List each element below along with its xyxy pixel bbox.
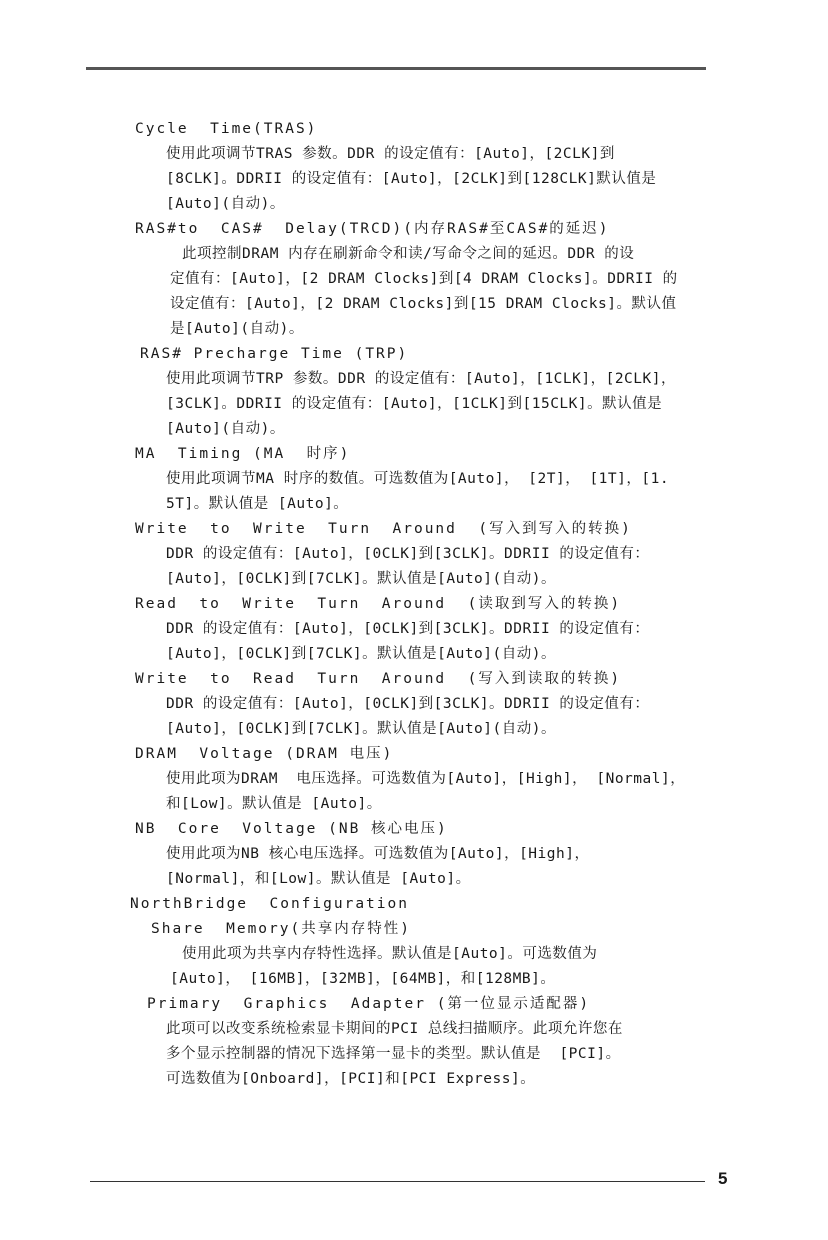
share-memory-body-line: 使用此项为共享内存特性选择。默认值是[Auto]。可选数值为 [182,946,598,962]
share-memory-body-line: [Auto]， [16MB]，[32MB]，[64MB]，和[128MB]。 [170,971,556,987]
trcd-body-line: 定值有：[Auto]，[2 DRAM Clocks]到[4 DRAM Clocks]。DDRII 的 [170,271,678,287]
ma-timing-body-line: 5T]。默认值是 [Auto]。 [166,496,349,512]
section-title-trcd: RAS#to CAS# Delay(TRCD)(内存RAS#至CAS#的延迟) [135,221,610,237]
section-title-write-to-read: Write to Read Turn Around (写入到读取的转换) [135,671,622,687]
section-title-primary-graphics: Primary Graphics Adapter (第一位显示适配器) [147,996,591,1012]
trcd-body-line: 此项控制DRAM 内存在刷新命令和读/写命令之间的延迟。DDR 的设 [182,246,635,262]
section-title-northbridge: NorthBridge Configuration [130,896,409,912]
dram-voltage-body-line: 和[Low]。默认值是 [Auto]。 [166,796,382,812]
ma-timing-body-line: 使用此项调节MA 时序的数值。可选数值为[Auto]， [2T]， [1T]，[1. [166,471,670,487]
tras-body-line: 使用此项调节TRAS 参数。DDR 的设定值有：[Auto]，[2CLK]到 [166,146,615,162]
section-title-read-to-write: Read to Write Turn Around (读取到写入的转换) [135,596,622,612]
trp-body-line: [3CLK]。DDRII 的设定值有：[Auto]，[1CLK]到[15CLK]。默认值是 [166,396,663,412]
document-body [0,117,828,1092]
dram-voltage-body-line: 使用此项为DRAM 电压选择。可选数值为[Auto]，[High]， [Normal]， [166,771,686,787]
section-title-tras: Cycle Time(TRAS) [135,121,318,137]
bottom-rule [90,1181,705,1182]
section-title-nb-voltage: NB Core Voltage (NB 核心电压) [135,821,448,837]
trp-body-line: 使用此项调节TRP 参数。DDR 的设定值有：[Auto]，[1CLK]，[2CLK]， [166,371,676,387]
section-title-write-to-write: Write to Write Turn Around (写入到写入的转换) [135,521,632,537]
write-to-write-body-line: DDR 的设定值有：[Auto]，[0CLK]到[3CLK]。DDRII 的设定值有： [166,546,650,562]
read-to-write-body-line: [Auto]，[0CLK]到[7CLK]。默认值是[Auto](自动)。 [166,646,556,662]
section-title-dram-voltage: DRAM Voltage (DRAM 电压) [135,746,394,762]
tras-body-line: [Auto](自动)。 [166,196,285,212]
top-rule [86,67,706,70]
primary-graphics-body-line: 可选数值为[Onboard]，[PCI]和[PCI Express]。 [166,1071,536,1087]
primary-graphics-body-line: 多个显示控制器的情况下选择第一显卡的类型。默认值是 [PCI]。 [166,1046,621,1062]
nb-voltage-body-line: 使用此项为NB 核心电压选择。可选数值为[Auto]，[High]， [166,846,590,862]
section-title-share-memory: Share Memory(共享内存特性) [151,921,411,937]
read-to-write-body-line: DDR 的设定值有：[Auto]，[0CLK]到[3CLK]。DDRII 的设定值有： [166,621,650,637]
write-to-read-body-line: DDR 的设定值有：[Auto]，[0CLK]到[3CLK]。DDRII 的设定值有： [166,696,650,712]
trcd-body-line: 设定值有：[Auto]，[2 DRAM Clocks]到[15 DRAM Clocks]。默认值 [170,296,677,312]
trp-body-line: [Auto](自动)。 [166,421,285,437]
section-title-trp: RAS# Precharge Time (TRP) [140,346,409,362]
trcd-body-line: 是[Auto](自动)。 [170,321,304,337]
nb-voltage-body-line: [Normal]，和[Low]。默认值是 [Auto]。 [166,871,471,887]
primary-graphics-body-line: 此项可以改变系统检索显卡期间的PCI 总线扫描顺序。此项允许您在 [166,1021,623,1037]
write-to-write-body-line: [Auto]，[0CLK]到[7CLK]。默认值是[Auto](自动)。 [166,571,556,587]
section-title-ma-timing: MA Timing (MA 时序) [135,446,351,462]
tras-body-line: [8CLK]。DDRII 的设定值有：[Auto]，[2CLK]到[128CLK]默认值是 [166,171,657,187]
page-number: 5 [718,1169,728,1188]
write-to-read-body-line: [Auto]，[0CLK]到[7CLK]。默认值是[Auto](自动)。 [166,721,556,737]
